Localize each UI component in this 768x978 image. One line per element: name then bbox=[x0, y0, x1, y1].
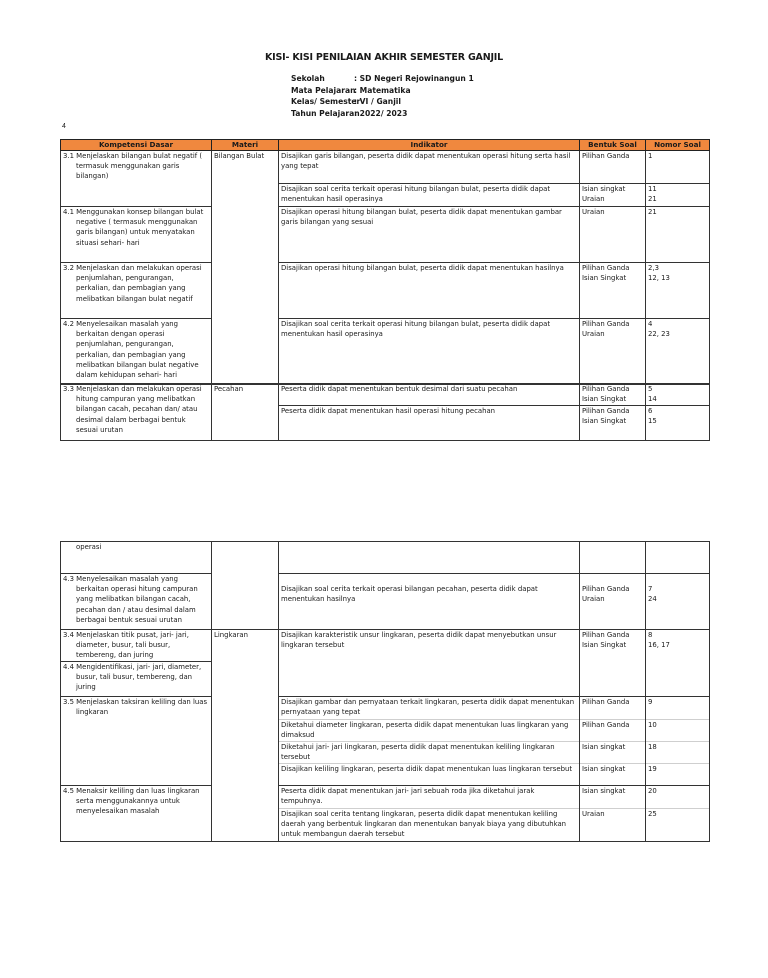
meta-key: Kelas/ Semester bbox=[291, 97, 361, 106]
table-row bbox=[61, 574, 710, 630]
kd-text: 4.4 Mengidentifikasi, jari- jari, diameter, busur, tali busur, tembereng, dan juring bbox=[63, 662, 202, 692]
meta-row-kelas bbox=[291, 96, 474, 108]
bentuk-soal-cell bbox=[580, 786, 646, 842]
nomor-line: 2,3 bbox=[648, 264, 659, 272]
header-indikator: Indikator bbox=[279, 140, 580, 151]
materi-text: Bilangan Bulat bbox=[214, 152, 265, 160]
meta-key: Sekolah bbox=[291, 74, 325, 83]
nomor-line: 15 bbox=[648, 417, 657, 426]
indikator-text: Disajikan gambar dan pernyataan terkait lingkaran, peserta didik dapat menentukan pernyataan yang tepat bbox=[281, 698, 575, 717]
bentuk-line: Uraian bbox=[582, 330, 605, 339]
bentuk-soal-cell: Uraian bbox=[580, 207, 646, 263]
table-row bbox=[61, 384, 710, 406]
kd-text: operasi bbox=[76, 543, 102, 551]
nomor-line: 6 bbox=[648, 407, 653, 415]
nomor-line: 19 bbox=[646, 763, 709, 785]
nomor-line: 22, 23 bbox=[648, 330, 670, 339]
bentuk-line: Isian singkat bbox=[580, 741, 645, 763]
bentuk-soal-cell bbox=[580, 697, 646, 786]
nomor-line: 24 bbox=[648, 595, 657, 604]
indikator-text: Peserta didik dapat menentukan jari- jari sebuah roda jika diketahui jarak tempuhnya. bbox=[281, 787, 535, 806]
indikator-cell: Disajikan operasi hitung bilangan bulat, peserta didik dapat menentukan hasilnya bbox=[279, 263, 580, 319]
kd-cell bbox=[61, 207, 212, 263]
document-title: KISI- KISI PENILAIAN AKHIR SEMESTER GANJIL bbox=[265, 52, 503, 63]
page-number: 4 bbox=[62, 123, 66, 130]
kisi-kisi-table-page-2 bbox=[60, 541, 710, 842]
bentuk-line: Isian singkat bbox=[580, 763, 645, 785]
table-row bbox=[61, 697, 710, 786]
bentuk-line: Pilihan Ganda bbox=[582, 320, 630, 328]
bentuk-line: Pilihan Ganda bbox=[582, 407, 630, 415]
bentuk-line: Pilihan Ganda bbox=[582, 585, 630, 593]
indikator-cell: Peserta didik dapat menentukan hasil operasi hitung pecahan bbox=[279, 406, 580, 441]
bentuk-soal-cell bbox=[580, 574, 646, 630]
indikator-text: Disajikan soal cerita terkait operasi bilangan pecahan, peserta didik dapat menentukan hasilnya bbox=[281, 585, 538, 604]
nomor-soal-cell bbox=[646, 406, 710, 441]
kd-text: 4.2 Menyelesaikan masalah yang berkaitan dengan operasi penjumlahan, pengurangan, perkalian, dan pembagian yang melibatkan bilangan bulat negative dalam kehidupan sehari- hari bbox=[63, 320, 199, 380]
bentuk-soal-cell: Pilihan Ganda bbox=[580, 151, 646, 184]
nomor-line: 7 bbox=[648, 585, 653, 593]
bentuk-soal-cell bbox=[580, 406, 646, 441]
meta-value: : 2022/ 2023 bbox=[354, 108, 408, 118]
kd-cell bbox=[61, 384, 212, 441]
nomor-soal-cell bbox=[646, 697, 710, 786]
kd-cell bbox=[61, 630, 212, 697]
nomor-line: 10 bbox=[646, 719, 709, 741]
indikator-cell: Peserta didik dapat menentukan bentuk desimal dari suatu pecahan bbox=[279, 384, 580, 406]
kd-cell bbox=[61, 263, 212, 319]
table-row bbox=[61, 319, 710, 385]
kd-text: 3.3 Menjelaskan dan melakukan operasi hitung campuran yang melibatkan bilangan cacah, pecahan dan/ atau desimal dalam berbagai bentuk sesuai urutan bbox=[63, 385, 202, 434]
nomor-soal-cell bbox=[646, 786, 710, 842]
kd-cell bbox=[61, 542, 212, 574]
table-row bbox=[61, 630, 710, 697]
bentuk-line: Pilihan Ganda bbox=[582, 264, 630, 272]
indikator-text: Disajikan soal cerita tentang lingkaran, peserta didik dapat menentukan keliling daerah yang berbentuk lingkaran dan menentukan banyak biaya yang dibutuhkan untuk membangun daerah tersebut bbox=[279, 808, 579, 840]
nomor-soal-cell bbox=[646, 384, 710, 406]
meta-key: Tahun Pelajaran bbox=[291, 108, 360, 118]
bentuk-line: Isian Singkat bbox=[582, 417, 627, 426]
bentuk-line: Uraian bbox=[580, 808, 645, 819]
nomor-soal-cell bbox=[646, 574, 710, 630]
table-row bbox=[61, 542, 710, 574]
nomor-soal-cell: 21 bbox=[646, 207, 710, 263]
kd-text: 3.4 Menjelaskan titik pusat, jari- jari, diameter, busur, tali busur, tembereng, dan juring bbox=[63, 631, 189, 660]
bentuk-line: Isian Singkat bbox=[582, 395, 627, 404]
nomor-line: 11 bbox=[648, 185, 657, 193]
nomor-soal-cell bbox=[646, 542, 710, 574]
kd-cell bbox=[61, 697, 212, 786]
indikator-cell: Disajikan soal cerita terkait operasi hitung bilangan bulat, peserta didik dapat menentukan hasil operasinya bbox=[279, 184, 580, 207]
bentuk-line: Pilihan Ganda bbox=[582, 631, 630, 639]
kd-cell bbox=[61, 786, 212, 842]
bentuk-soal-cell bbox=[580, 630, 646, 697]
bentuk-line: Uraian bbox=[582, 595, 605, 604]
indikator-cell: Disajikan karakteristik unsur lingkaran, peserta didik dapat menyebutkan unsur lingkaran tersebut bbox=[279, 630, 580, 697]
header-bentuk-soal: Bentuk Soal bbox=[580, 140, 646, 151]
nomor-soal-cell bbox=[646, 319, 710, 385]
kd-text: 3.2 Menjelaskan dan melakukan operasi penjumlahan, pengurangan, perkalian, dan pembagian yang melibatkan bilangan bulat negatif bbox=[63, 264, 202, 303]
nomor-line: 25 bbox=[646, 808, 709, 819]
meta-value: : VI / Ganjil bbox=[354, 97, 402, 106]
bentuk-soal-cell bbox=[580, 184, 646, 207]
nomor-line: 8 bbox=[648, 631, 653, 639]
bentuk-line: Pilihan Ganda bbox=[582, 698, 630, 706]
bentuk-line: Isian Singkat bbox=[582, 274, 627, 283]
meta-row-sekolah bbox=[291, 73, 474, 85]
table-row bbox=[61, 786, 710, 842]
nomor-line: 9 bbox=[648, 698, 653, 706]
bentuk-soal-cell bbox=[580, 263, 646, 319]
materi-text: Pecahan bbox=[214, 385, 244, 393]
meta-key: Mata Pelajaran bbox=[291, 85, 356, 95]
nomor-soal-cell bbox=[646, 263, 710, 319]
indikator-cell bbox=[279, 542, 580, 574]
meta-value: : Matematika bbox=[354, 85, 411, 95]
bentuk-line: Isian singkat bbox=[582, 185, 626, 193]
meta-value: : SD Negeri Rejowinangun 1 bbox=[354, 74, 474, 83]
header-materi: Materi bbox=[212, 140, 279, 151]
indikator-text: Diketahui diameter lingkaran, peserta didik dapat menentukan luas lingkaran yang dimaksud bbox=[279, 719, 579, 741]
indikator-cell: Disajikan soal cerita terkait operasi hitung bilangan bulat, peserta didik dapat menentukan hasil operasinya bbox=[279, 319, 580, 385]
nomor-line: 12, 13 bbox=[648, 274, 670, 283]
nomor-soal-cell bbox=[646, 630, 710, 697]
materi-cell bbox=[212, 151, 279, 385]
meta-row-tahun bbox=[291, 108, 474, 120]
document-meta bbox=[291, 73, 474, 119]
kd-text: 3.5 Menjelaskan taksiran keliling dan luas lingkaran bbox=[63, 698, 208, 717]
kd-cell bbox=[61, 319, 212, 385]
kd-text: 4.1 Menggunakan konsep bilangan bulat negative ( termasuk menggunakan garis bilangan) untuk menyatakan situasi sehari- hari bbox=[63, 208, 204, 247]
bentuk-line: Isian singkat bbox=[582, 787, 626, 795]
bentuk-line: Uraian bbox=[582, 195, 605, 204]
bentuk-line: Pilihan Ganda bbox=[582, 385, 630, 393]
nomor-line: 4 bbox=[648, 320, 653, 328]
materi-text: Lingkaran bbox=[214, 631, 249, 639]
indikator-cell: Disajikan garis bilangan, peserta didik dapat menentukan operasi hitung serta hasil yang tepat bbox=[279, 151, 580, 184]
table-row bbox=[61, 151, 710, 184]
bentuk-line: Pilihan Ganda bbox=[580, 719, 645, 741]
table-header-row bbox=[61, 140, 710, 151]
indikator-text: Diketahui jari- jari lingkaran, peserta didik dapat menentukan keliling lingkaran tersebut bbox=[279, 741, 579, 763]
nomor-line: 20 bbox=[648, 787, 657, 795]
nomor-line: 16, 17 bbox=[648, 641, 670, 650]
indikator-cell bbox=[279, 786, 580, 842]
kd-cell bbox=[61, 151, 212, 207]
nomor-line: 14 bbox=[648, 395, 657, 404]
kd-subcell bbox=[61, 661, 211, 693]
header-nomor-soal: Nomor Soal bbox=[646, 140, 710, 151]
indikator-cell bbox=[279, 574, 580, 630]
nomor-line: 18 bbox=[646, 741, 709, 763]
bentuk-soal-cell bbox=[580, 542, 646, 574]
materi-cell bbox=[212, 630, 279, 842]
nomor-soal-cell bbox=[646, 184, 710, 207]
table-row bbox=[61, 207, 710, 263]
kd-cell bbox=[61, 574, 212, 630]
kd-text: 4.5 Menaksir keliling dan luas lingkaran serta menggunakannya untuk menyelesaikan masalah bbox=[63, 787, 200, 816]
materi-cell bbox=[212, 542, 279, 630]
kisi-kisi-table-page-1-pecahan bbox=[60, 383, 710, 441]
bentuk-soal-cell bbox=[580, 384, 646, 406]
meta-row-mata-pelajaran bbox=[291, 85, 474, 97]
kd-text: 4.3 Menyelesaikan masalah yang berkaitan operasi hitung campuran yang melibatkan bilangan cacah, pecahan dan / atau desimal dalam berbagai bentuk sesuai urutan bbox=[63, 575, 198, 624]
table-row bbox=[61, 263, 710, 319]
nomor-soal-cell: 1 bbox=[646, 151, 710, 184]
indikator-text: Disajikan keliling lingkaran, peserta didik dapat menentukan luas lingkaran tersebut bbox=[279, 763, 579, 785]
nomor-line: 21 bbox=[648, 195, 657, 204]
indikator-cell: Disajikan operasi hitung bilangan bulat, peserta didik dapat menentukan gambar garis bilangan yang sesuai bbox=[279, 207, 580, 263]
nomor-line: 5 bbox=[648, 385, 653, 393]
bentuk-line: Isian Singkat bbox=[582, 641, 627, 650]
indikator-cell bbox=[279, 697, 580, 786]
materi-cell bbox=[212, 384, 279, 441]
kisi-kisi-table-page-1 bbox=[60, 139, 710, 385]
bentuk-soal-cell bbox=[580, 319, 646, 385]
header-kompetensi-dasar: Kompetensi Dasar bbox=[61, 140, 212, 151]
kd-text: 3.1 Menjelaskan bilangan bulat negatif ( termasuk menggunakan garis bilangan) bbox=[63, 152, 203, 181]
